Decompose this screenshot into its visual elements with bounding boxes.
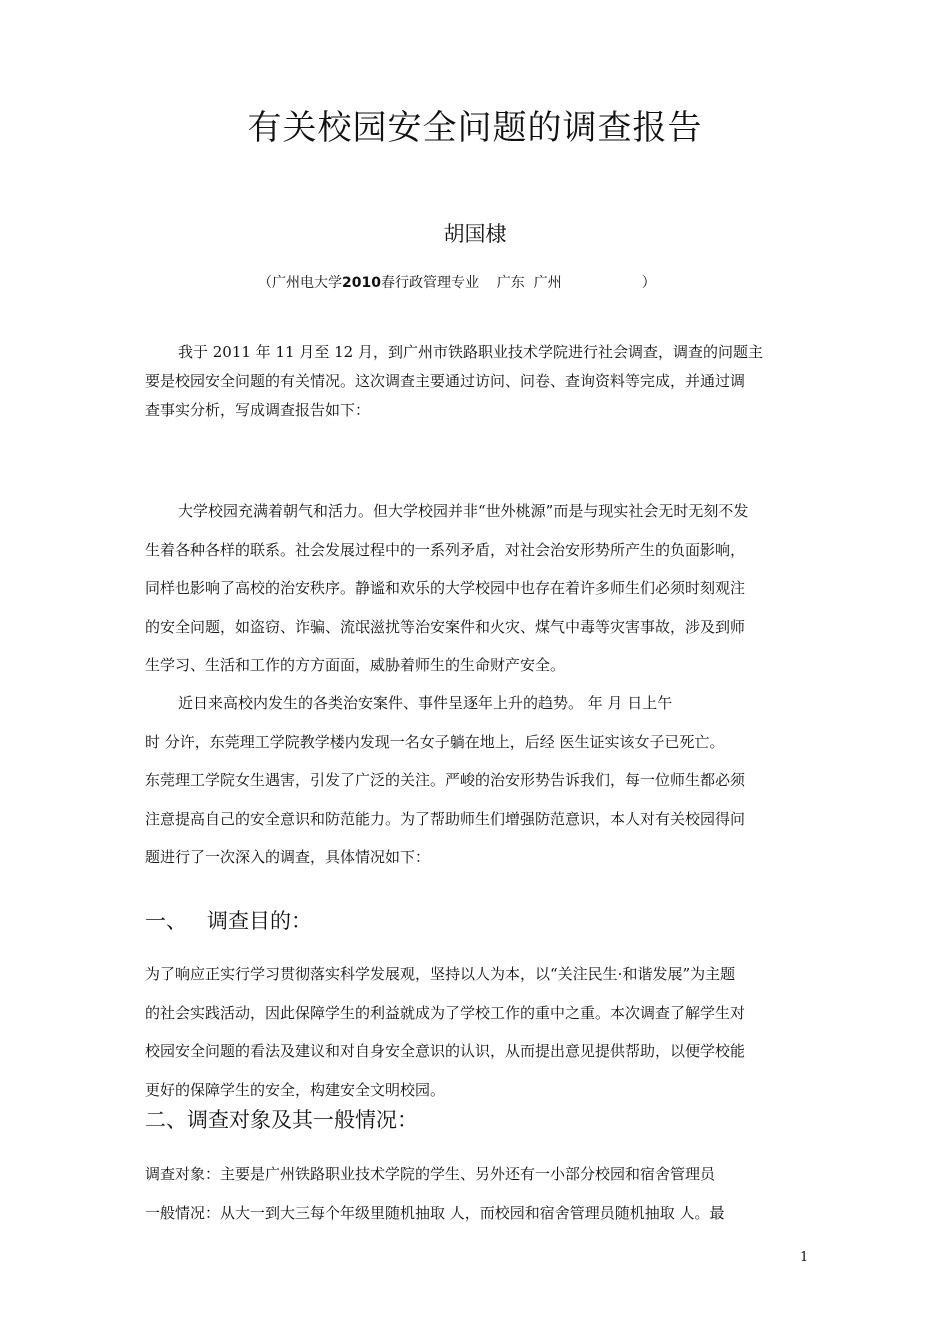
author-affiliation (258, 272, 656, 292)
incident-line: 题进行了一次深入的调查，具体情况如下： (145, 848, 431, 866)
purpose-line: 校园安全问题的看法及建议和对自身安全意识的认识，从而提出意见提供帮助，以便学校能 (145, 1042, 746, 1060)
intro-paragraph (145, 338, 810, 425)
intro-line: 我于 2011 年 11 月至 12 月，到广州市铁路职业技术学院进行社会调查，调查的问题主 (178, 343, 763, 361)
incident-line: 注意提高自己的安全意识和防范能力。为了帮助师生们增强防范意识，本人对有关校园得问 (145, 809, 746, 828)
purpose-line: 更好的保障学生的安全，构建安全文明校园。 (145, 1080, 446, 1099)
page-number: 1 (800, 1250, 809, 1265)
incident-paragraph (145, 684, 810, 877)
section-heading-purpose: 一、 调查目的： (145, 909, 313, 933)
purpose-line: 的社会实践活动，因此保障学生的利益就成为了学校工作的重中之重。本次调查了解学生对 (145, 1003, 746, 1022)
subjects-line: 一般情况：从大一到大三每个年级里随机抽取 人，而校园和宿舍管理员随机抽取 人。最 (145, 1203, 725, 1222)
affiliation-prefix: （广州电大学 (258, 275, 342, 291)
section-heading-subjects: 二、调查对象及其一般情况： (145, 1108, 418, 1132)
background-line: 生学习、生活和工作的方方面面，威胁着师生的生命财产安全。 (145, 656, 566, 674)
background-line: 同样也影响了高校的治安秩序。静谧和欢乐的大学校园中也存在着许多师生们必须时刻观注 (145, 579, 746, 597)
document-title: 有关校园安全问题的调查报告 (247, 108, 703, 148)
intro-line: 要是校园安全问题的有关情况。这次调查主要通过访问、问卷、查询资料等完成，并通过调 (145, 372, 746, 390)
affiliation-suffix: 春行政管理专业 广东 广州 ） (380, 275, 656, 291)
incident-line: 时 分许，东莞理工学院教学楼内发现一名女子躺在地上，后经 医生证实该女子已死亡。 (145, 732, 725, 751)
incident-line: 东莞理工学院女生遇害，引发了广泛的关注。严峻的治安形势告诉我们，每一位师生都必须 (145, 771, 746, 789)
background-line: 生着各种各样的联系。社会发展过程中的一系列矛盾，对社会治安形势所产生的负面影响， (145, 540, 746, 559)
background-line: 大学校园充满着朝气和活力。但大学校园并非“世外桃源”而是与现实社会无时无刻不发 (178, 502, 749, 520)
author-name: 胡国棣 (443, 222, 507, 246)
intro-line: 查事实分析，写成调查报告如下： (145, 401, 371, 419)
purpose-line: 为了响应正实行学习贯彻落实科学发展观，坚持以人为本，以“关注民生·和谐发展”为主题 (145, 965, 736, 983)
subjects-paragraph (145, 1155, 810, 1232)
affiliation-year: 2010 (342, 275, 381, 291)
background-line: 的安全问题，如盗窃、诈骗、流氓滋扰等治安案件和火灾、煤气中毒等灾害事故，涉及到师 (145, 617, 746, 636)
subjects-line: 调查对象：主要是广州铁路职业技术学院的学生、另外还有一小部分校园和宿舍管理员 (145, 1165, 716, 1183)
purpose-paragraph (145, 955, 810, 1109)
background-paragraph (145, 492, 810, 685)
incident-line: 近日来高校内发生的各类治安案件、事件呈逐年上升的趋势。 年 月 日上午 (178, 694, 673, 712)
